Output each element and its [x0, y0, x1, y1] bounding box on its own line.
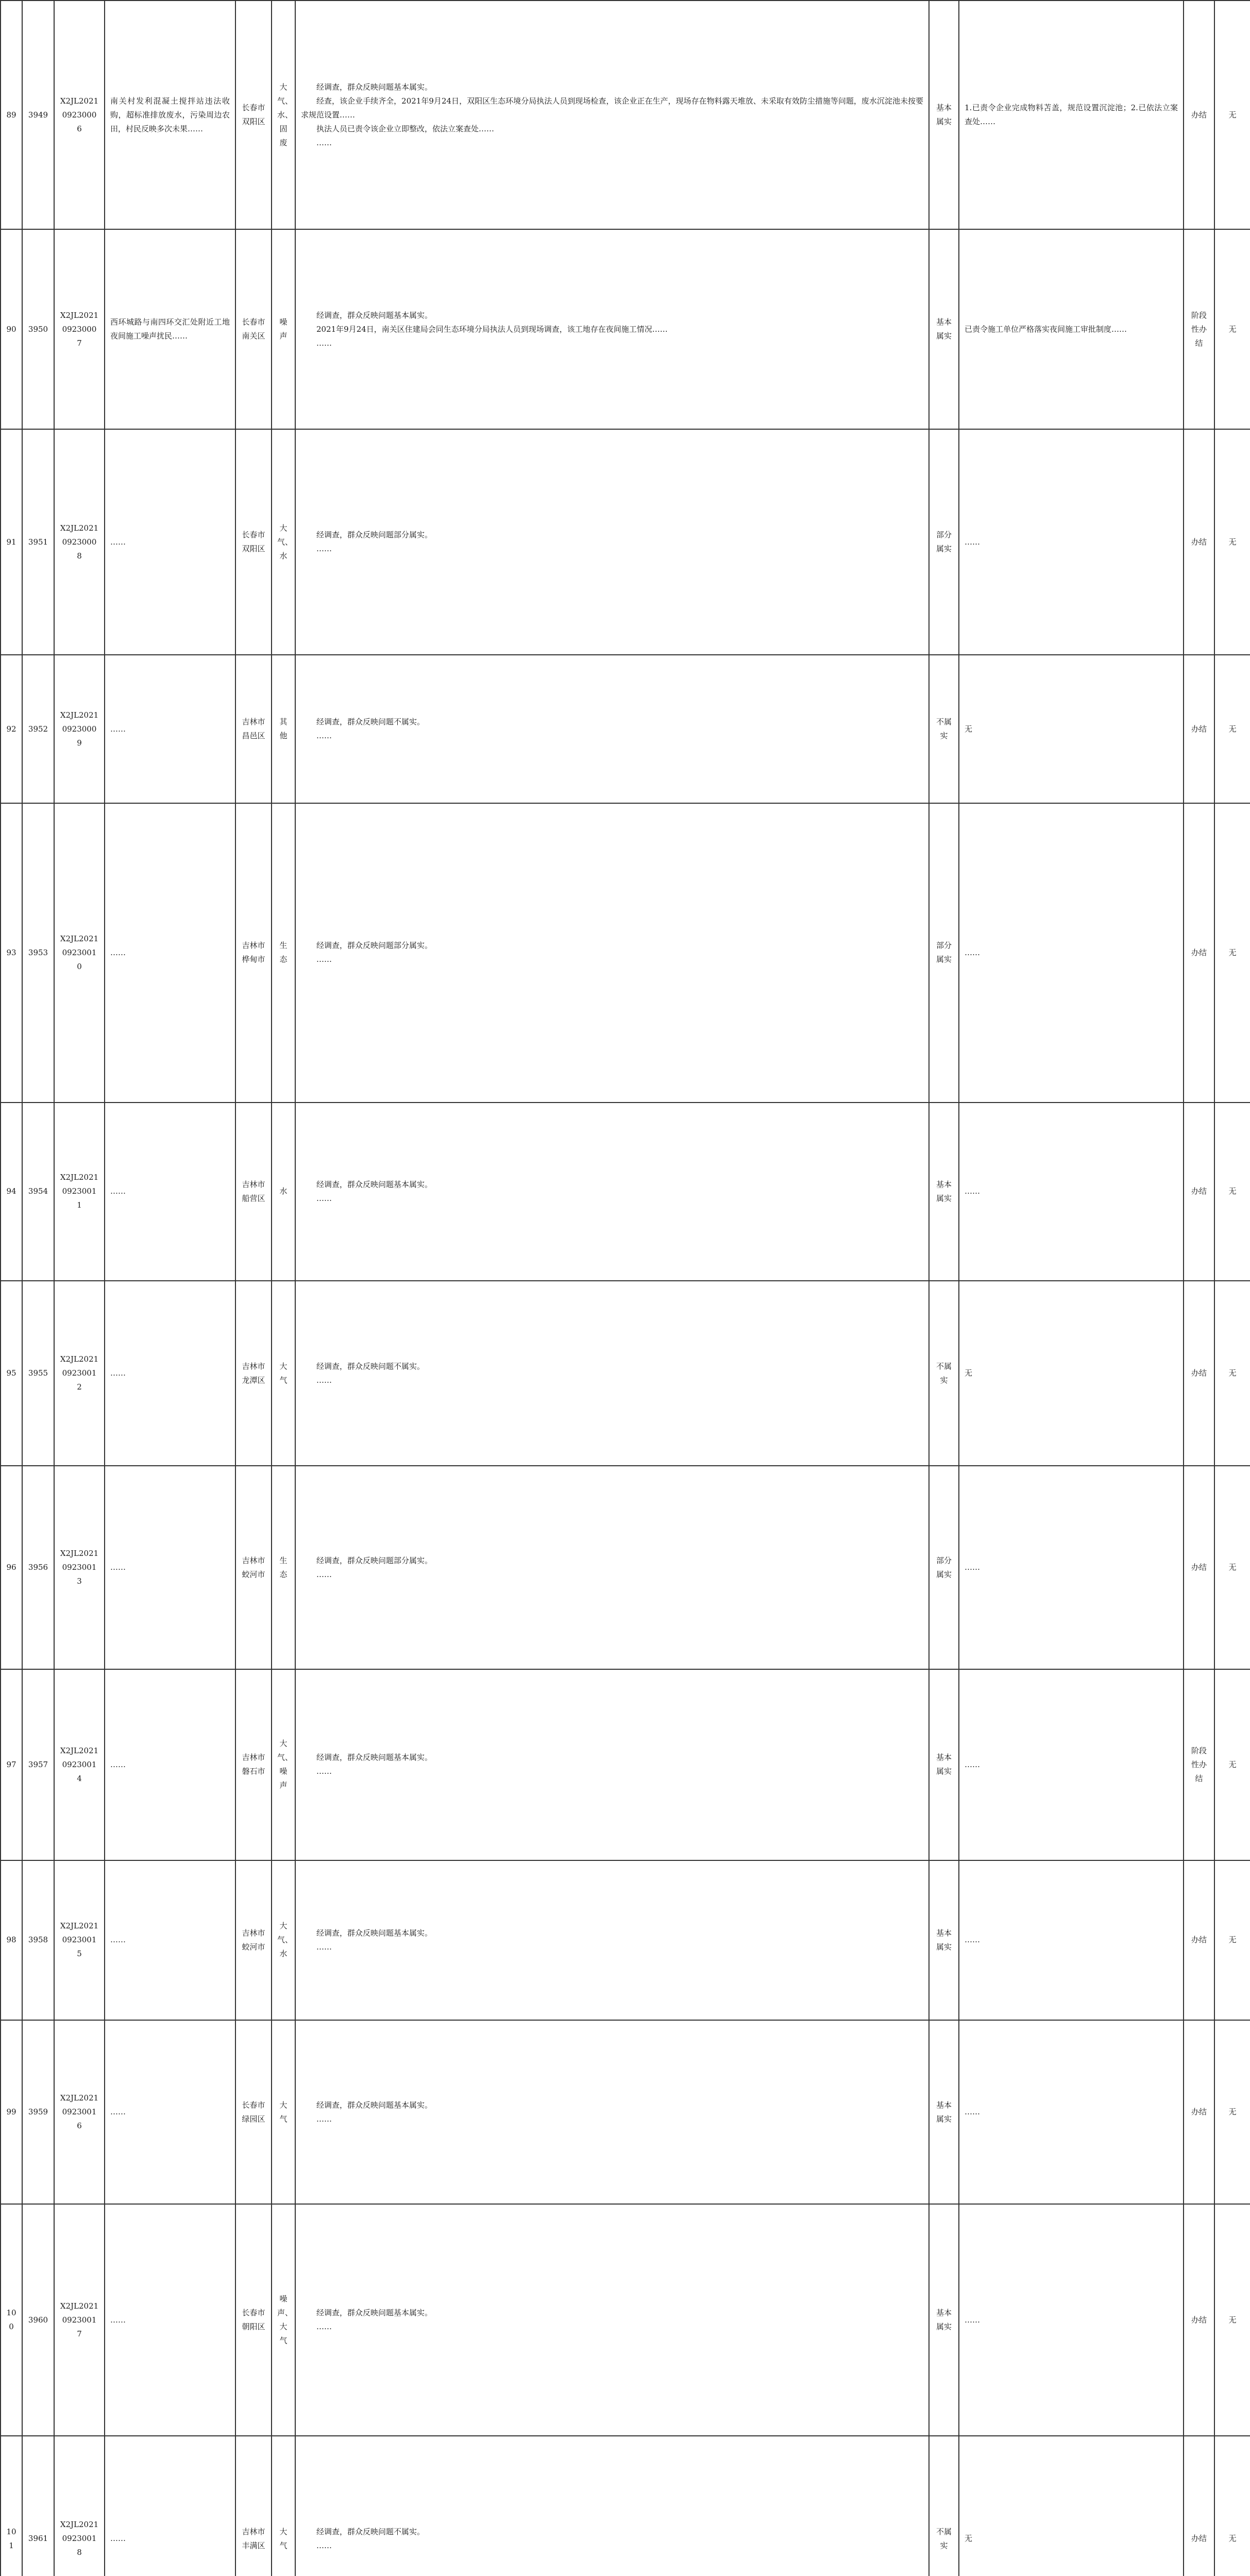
report-id: 3953: [22, 803, 54, 1103]
accountability-note: 无: [1214, 2204, 1250, 2436]
completion-status: 办结: [1184, 655, 1214, 803]
case-code: X2JL2021 09230014: [54, 1669, 105, 1860]
complaint-description: ……: [105, 429, 235, 655]
completion-status: 办结: [1184, 2436, 1214, 2576]
accountability-note: 无: [1214, 803, 1250, 1103]
handling-measures: ……: [959, 1103, 1184, 1281]
verification-conclusion: 基本属实: [929, 229, 959, 429]
accountability-note: 无: [1214, 1860, 1250, 2020]
case-code: X2JL2021 09230015: [54, 1860, 105, 2020]
case-row: [1, 429, 1250, 655]
verification-conclusion: 部分属实: [929, 1466, 959, 1669]
administrative-region: 长春市 双阳区: [235, 429, 272, 655]
pollution-category: 噪声: [272, 229, 295, 429]
administrative-region: 吉林市 磐石市: [235, 1669, 272, 1860]
administrative-region: 长春市 绿园区: [235, 2020, 272, 2204]
pollution-category: 生态: [272, 1466, 295, 1669]
verification-conclusion: 基本属实: [929, 1860, 959, 2020]
findings-paragraph: ……: [316, 1942, 332, 1952]
accountability-note: 无: [1214, 655, 1250, 803]
pollution-category: 水: [272, 1103, 295, 1281]
handling-measures: ……: [959, 803, 1184, 1103]
findings-paragraph: 经调查，群众反映问题基本属实。: [316, 1179, 433, 1189]
row-number: 95: [1, 1281, 22, 1466]
case-code: X2JL2021 09230006: [54, 1, 105, 229]
row-number: 97: [1, 1669, 22, 1860]
findings-paragraph: 执法人员已责令该企业立即整改，依法立案查处……: [316, 124, 495, 133]
row-number: 101: [1, 2436, 22, 2576]
administrative-region: 吉林市 蛟河市: [235, 1466, 272, 1669]
case-row: [1, 1466, 1250, 1669]
handling-measures: ……: [959, 429, 1184, 655]
case-code: X2JL2021 09230010: [54, 803, 105, 1103]
complaint-description: ……: [105, 1281, 235, 1466]
row-number: 98: [1, 1860, 22, 2020]
handling-measures: ……: [959, 2020, 1184, 2204]
complaint-description: ……: [105, 2020, 235, 2204]
row-number: 96: [1, 1466, 22, 1669]
completion-status: 办结: [1184, 429, 1214, 655]
report-id: 3957: [22, 1669, 54, 1860]
complaint-description: ……: [105, 2436, 235, 2576]
investigation-findings: [295, 429, 929, 655]
complaint-description: 西环城路与南四环交汇处附近工地夜间施工噪声扰民……: [105, 229, 235, 429]
findings-paragraph: 经调查，群众反映问题基本属实。: [316, 2100, 433, 2110]
findings-paragraph: 经调查，群众反映问题不属实。: [316, 1361, 425, 1371]
complaint-description: ……: [105, 1466, 235, 1669]
pollution-category: 生态: [272, 803, 295, 1103]
report-id: 3958: [22, 1860, 54, 2020]
completion-status: 办结: [1184, 2204, 1214, 2436]
administrative-region: 吉林市 昌邑区: [235, 655, 272, 803]
completion-status: 阶段性办结: [1184, 229, 1214, 429]
accountability-note: 无: [1214, 2020, 1250, 2204]
findings-paragraph: ……: [316, 1193, 332, 1203]
findings-paragraph: 经调查，群众反映问题基本属实。: [316, 82, 433, 92]
row-number: 99: [1, 2020, 22, 2204]
administrative-region: 吉林市 丰满区: [235, 2436, 272, 2576]
findings-paragraph: ……: [316, 1767, 332, 1776]
findings-paragraph: 经调查，群众反映问题基本属实。: [316, 1928, 433, 1938]
row-number: 92: [1, 655, 22, 803]
investigation-findings: [295, 2436, 929, 2576]
completion-status: 办结: [1184, 803, 1214, 1103]
case-code: X2JL2021 09230008: [54, 429, 105, 655]
findings-paragraph: 经调查，群众反映问题部分属实。: [316, 1555, 433, 1565]
row-number: 93: [1, 803, 22, 1103]
handling-measures: 无: [959, 655, 1184, 803]
row-number: 89: [1, 1, 22, 229]
findings-paragraph: ……: [316, 338, 332, 348]
complaint-description: ……: [105, 803, 235, 1103]
verification-conclusion: 基本属实: [929, 1669, 959, 1860]
verification-conclusion: 部分属实: [929, 803, 959, 1103]
row-number: 94: [1, 1103, 22, 1281]
completion-status: 办结: [1184, 1103, 1214, 1281]
accountability-note: 无: [1214, 429, 1250, 655]
report-id: 3951: [22, 429, 54, 655]
row-number: 90: [1, 229, 22, 429]
completion-status: 办结: [1184, 2020, 1214, 2204]
pollution-category: 大气: [272, 1281, 295, 1466]
investigation-findings: [295, 1466, 929, 1669]
case-row: [1, 2436, 1250, 2576]
administrative-region: 长春市 朝阳区: [235, 2204, 272, 2436]
case-code: X2JL2021 09230013: [54, 1466, 105, 1669]
case-code: X2JL2021 09230007: [54, 229, 105, 429]
handling-measures: 无: [959, 1281, 1184, 1466]
accountability-note: 无: [1214, 2436, 1250, 2576]
findings-paragraph: ……: [316, 955, 332, 964]
administrative-region: 长春市 南关区: [235, 229, 272, 429]
case-row: [1, 1669, 1250, 1860]
report-id: 3960: [22, 2204, 54, 2436]
case-code: X2JL2021 09230017: [54, 2204, 105, 2436]
case-row: [1, 2020, 1250, 2204]
pollution-category: 大气、噪声: [272, 1669, 295, 1860]
case-code: X2JL2021 09230016: [54, 2020, 105, 2204]
case-row: [1, 2204, 1250, 2436]
findings-paragraph: 经调查，群众反映问题基本属实。: [316, 1753, 433, 1762]
complaint-description: 南关村发利混凝土搅拌站违法收购，超标准排放废水，污染周边农田，村民反映多次未果……: [105, 1, 235, 229]
verification-conclusion: 不属实: [929, 1281, 959, 1466]
investigation-findings: [295, 1860, 929, 2020]
report-id: 3950: [22, 229, 54, 429]
pollution-category: 大气、水: [272, 429, 295, 655]
completion-status: 办结: [1184, 1281, 1214, 1466]
administrative-region: 长春市 双阳区: [235, 1, 272, 229]
handling-measures: 已责令施工单位严格落实夜间施工审批制度……: [959, 229, 1184, 429]
pollution-category: 大气、水、固废: [272, 1, 295, 229]
findings-paragraph: ……: [316, 2322, 332, 2332]
accountability-note: 无: [1214, 1466, 1250, 1669]
case-rows: [1, 1, 1250, 2576]
report-id: 3959: [22, 2020, 54, 2204]
row-number: 91: [1, 429, 22, 655]
completion-status: 阶段性办结: [1184, 1669, 1214, 1860]
verification-conclusion: 不属实: [929, 655, 959, 803]
verification-conclusion: 不属实: [929, 2436, 959, 2576]
report-id: 3949: [22, 1, 54, 229]
administrative-region: 吉林市 蛟河市: [235, 1860, 272, 2020]
complaint-description: ……: [105, 1103, 235, 1281]
investigation-findings: [295, 1669, 929, 1860]
accountability-note: 无: [1214, 1103, 1250, 1281]
verification-conclusion: 基本属实: [929, 1, 959, 229]
report-id: 3955: [22, 1281, 54, 1466]
complaint-description: ……: [105, 1860, 235, 2020]
case-row: [1, 1, 1250, 229]
case-code: X2JL2021 09230011: [54, 1103, 105, 1281]
administrative-region: 吉林市 船营区: [235, 1103, 272, 1281]
verification-conclusion: 部分属实: [929, 429, 959, 655]
findings-paragraph: 经调查，群众反映问题不属实。: [316, 717, 425, 727]
findings-paragraph: ……: [316, 1569, 332, 1579]
findings-paragraph: 经调查，群众反映问题不属实。: [316, 2527, 425, 2536]
case-row: [1, 803, 1250, 1103]
case-row: [1, 1281, 1250, 1466]
investigation-findings: [295, 1, 929, 229]
verification-conclusion: 基本属实: [929, 1103, 959, 1281]
investigation-findings: [295, 655, 929, 803]
findings-paragraph: 经调查，群众反映问题部分属实。: [316, 941, 433, 951]
complaint-description: ……: [105, 1669, 235, 1860]
administrative-region: 吉林市 桦甸市: [235, 803, 272, 1103]
report-id: 3956: [22, 1466, 54, 1669]
case-code: X2JL2021 09230012: [54, 1281, 105, 1466]
findings-paragraph: 经调查，群众反映问题基本属实。: [316, 310, 433, 320]
investigation-findings: [295, 1103, 929, 1281]
findings-paragraph: ……: [316, 138, 332, 147]
complaint-description: ……: [105, 655, 235, 803]
handling-measures: 1.已责令企业完成物料苫盖，规范设置沉淀池；2.已依法立案查处……: [959, 1, 1184, 229]
accountability-note: 无: [1214, 1, 1250, 229]
report-id: 3952: [22, 655, 54, 803]
accountability-note: 无: [1214, 1281, 1250, 1466]
case-row: [1, 229, 1250, 429]
pollution-category: 大气: [272, 2436, 295, 2576]
investigation-findings: [295, 1281, 929, 1466]
report-id: 3954: [22, 1103, 54, 1281]
handling-measures: ……: [959, 2204, 1184, 2436]
findings-paragraph: 经调查，群众反映问题基本属实。: [316, 2308, 433, 2318]
pollution-category: 大气: [272, 2020, 295, 2204]
report-id: 3961: [22, 2436, 54, 2576]
handling-measures: ……: [959, 1669, 1184, 1860]
completion-status: 办结: [1184, 1860, 1214, 2020]
investigation-findings: [295, 229, 929, 429]
case-code: X2JL2021 09230009: [54, 655, 105, 803]
completion-status: 办结: [1184, 1466, 1214, 1669]
administrative-region: 吉林市 龙潭区: [235, 1281, 272, 1466]
findings-paragraph: ……: [316, 731, 332, 741]
case-code: X2JL2021 09230018: [54, 2436, 105, 2576]
findings-paragraph: 经查，该企业手续齐全，2021年9月24日，双阳区生态环境分局执法人员到现场检查，该企业正在生产，现场存在物料露天堆放、未采取有效防尘措施等问题，废水沉淀池未按要求规范设置……: [301, 96, 923, 120]
accountability-note: 无: [1214, 1669, 1250, 1860]
case-row: [1, 1860, 1250, 2020]
findings-paragraph: ……: [316, 544, 332, 554]
findings-paragraph: ……: [316, 1375, 332, 1385]
investigation-findings: [295, 2020, 929, 2204]
case-row: [1, 1103, 1250, 1281]
findings-paragraph: ……: [316, 2114, 332, 2124]
row-number: 100: [1, 2204, 22, 2436]
verification-conclusion: 基本属实: [929, 2020, 959, 2204]
completion-status: 办结: [1184, 1, 1214, 229]
findings-paragraph: 经调查，群众反映问题部分属实。: [316, 530, 433, 540]
findings-paragraph: 2021年9月24日，南关区住建局会同生态环境分局执法人员到现场调查，该工地存在夜间施工情况……: [316, 324, 668, 334]
handling-measures: ……: [959, 1466, 1184, 1669]
findings-paragraph: ……: [316, 2540, 332, 2550]
pollution-category: 其他: [272, 655, 295, 803]
handling-measures: ……: [959, 1860, 1184, 2020]
pollution-category: 大气、水: [272, 1860, 295, 2020]
accountability-note: 无: [1214, 229, 1250, 429]
pollution-category: 噪声、大气: [272, 2204, 295, 2436]
investigation-findings: [295, 803, 929, 1103]
complaint-description: ……: [105, 2204, 235, 2436]
case-row: [1, 655, 1250, 803]
handling-measures: 无: [959, 2436, 1184, 2576]
investigation-findings: [295, 2204, 929, 2436]
verification-conclusion: 基本属实: [929, 2204, 959, 2436]
